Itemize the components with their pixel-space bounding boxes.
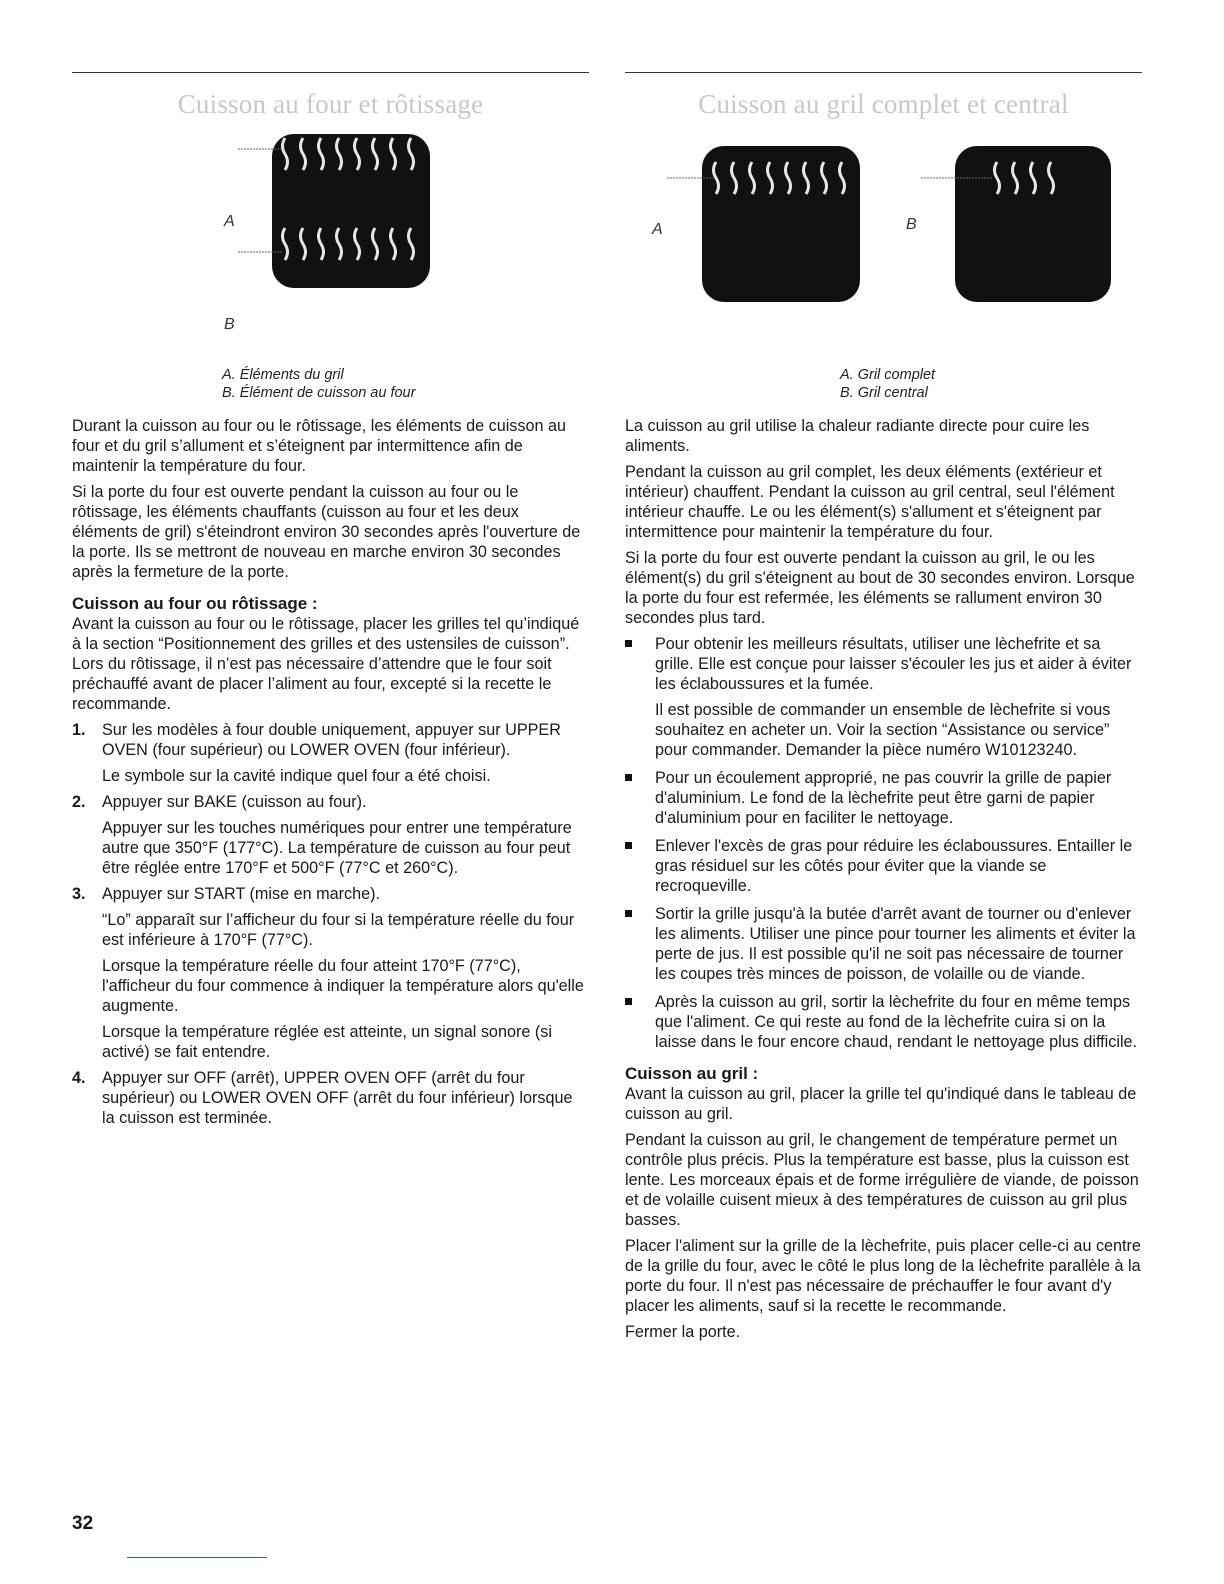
step-text: “Lo” apparaît sur l’afficheur du four si la température réelle du four est inférieure à 170°F (77°C). [102, 911, 575, 949]
caption-a: A. Éléments du gril [222, 367, 344, 383]
step-text: Lorsque la température réelle du four atteint 170°F (77°C), l'afficheur du four commence à indiquer la température alors qu'elle augmente. [102, 957, 584, 1015]
closing-paragraph: Placer l'aliment sur la grille de la lèchefrite, puis placer celle-ci au centre de la grille du four, avec le côté le plus long de la lèchefrite parallèle à la porte du four. Il n'est pas nécessaire de préchauffer le four avant d'y placer les aliments, sauf si la recette le recommande. [625, 1237, 1141, 1315]
tip-text: Pour un écoulement approprié, ne pas couvrir la grille de papier d'aluminium. Le fond de la lèchefrite peut être garni de papier d'aluminium pour en faciliter le nettoyage. [655, 769, 1112, 827]
right-column [625, 72, 1142, 1348]
step-text: Lorsque la température réglée est atteinte, un signal sonore (si activé) se fait entendre. [102, 1023, 552, 1061]
step-number: 4. [72, 1069, 86, 1087]
tip-text: Sortir la grille jusqu'à la butée d'arrêt avant de tourner ou d'enlever les aliments. Utiliser une pince pour tourner les aliments et éviter la perte de jus. Il est possible qu'il ne soit pas nécessaire de tourner les coupes très minces de poisson, de volaille ou de viande. [655, 905, 1136, 983]
label-b: B [224, 316, 235, 333]
tips-list [625, 634, 1142, 1052]
oven-cavity-full-broil [702, 146, 860, 302]
intro-paragraph: Durant la cuisson au four ou le rôtissage, les éléments de cuisson au four et du gril s’allument et s’éteignent par intermittence afin de maintenir la température du four. [72, 417, 566, 475]
list-item [625, 634, 1142, 760]
closing-paragraph: Avant la cuisson au gril, placer la grille tel qu'indiqué dans le tableau de cuisson au gril. [625, 1085, 1137, 1123]
broil-figure [625, 120, 1142, 310]
step-text: Sur les modèles à four double uniquement, appuyer sur UPPER OVEN (four supérieur) ou LOWER OVEN (four inférieur). [102, 721, 561, 759]
caption-a: A. Gril complet [840, 367, 936, 383]
bullet-square-icon [625, 842, 632, 849]
section-title: Cuisson au gril complet et central [698, 89, 1069, 119]
figure-caption [222, 366, 589, 402]
tip-text: Pour obtenir les meilleurs résultats, utiliser une lèchefrite et sa grille. Elle est conçue pour laisser s'écouler les jus et aider à éviter les éclaboussures et la fumée. [655, 635, 1132, 693]
intro-paragraph: Si la porte du four est ouverte pendant la cuisson au gril, le ou les élément(s) du gril s'éteignent au bout de 30 secondes environ. Lorsque la porte du four est refermée, les éléments se rallument environ 30 secondes plus tard. [625, 549, 1135, 627]
oven-elements-figure [72, 120, 589, 333]
intro-paragraph: Pendant la cuisson au gril complet, les deux éléments (extérieur et intérieur) chauffent. Pendant la cuisson au gril central, seul l'élément intérieur chauffe. Le ou les élément(s) s'allument et s'éteignent par intermittence pour maintenir la température du four. [625, 463, 1115, 541]
left-body [72, 416, 589, 1128]
left-column [72, 72, 589, 1134]
label-b: B [906, 216, 917, 233]
footer-line [127, 1557, 267, 1558]
subheading: Cuisson au four ou rôtissage : [72, 594, 318, 613]
step-number: 1. [72, 721, 86, 739]
page-number: 32 [72, 1513, 94, 1534]
subheading: Cuisson au gril : [625, 1064, 759, 1083]
intro-paragraph: Si la porte du four est ouverte pendant la cuisson au four ou le rôtissage, les éléments chauffants (cuisson au four et les deux éléments de gril) s'éteindront environ 30 secondes après l'ouverture de la porte. Ils se mettront de nouveau en marche environ 30 secondes après la fermeture de la porte. [72, 483, 581, 581]
section-rule [625, 72, 1142, 73]
step-item [72, 792, 589, 878]
section-title: Cuisson au four et rôtissage [177, 89, 484, 119]
oven-diagram [72, 120, 589, 310]
bullet-square-icon [625, 998, 632, 1005]
bullet-square-icon [625, 774, 632, 781]
section-rule [72, 72, 589, 73]
closing-paragraph: Fermer la porte. [625, 1323, 741, 1341]
list-item [625, 836, 1142, 896]
closing-paragraph: Pendant la cuisson au gril, le changement de température permet un contrôle plus précis. Plus la température est basse, plus la cuisson est lente. Les morceaux épais et de forme irrégulière de viande, de poisson et de volaille cuisent mieux à des températures de cuisson au gril plus basses. [625, 1131, 1139, 1229]
step-number: 3. [72, 885, 86, 903]
tip-text: Après la cuisson au gril, sortir la lèchefrite du four en même temps que l'aliment. Ce qui reste au fond de la lèchefrite cuira si on la laisse dans le four encore chaud, rendant le nettoyage plus difficile. [655, 993, 1138, 1051]
tip-text: Enlever l'excès de gras pour réduire les éclaboussures. Entailler le gras résiduel sur les côtés pour éviter que la viande se recroqueville. [655, 837, 1133, 895]
step-text: Appuyer sur les touches numériques pour entrer une température autre que 350°F (177°C). La température de cuisson au four peut être réglée entre 170°F et 500°F (77°C et 260°C). [102, 819, 572, 877]
caption-b: B. Élément de cuisson au four [222, 385, 416, 401]
oven-cavity-center-broil [955, 146, 1111, 302]
step-text: Le symbole sur la cavité indique quel four a été choisi. [102, 767, 491, 785]
step-number: 2. [72, 793, 86, 811]
list-item [625, 904, 1142, 984]
step-text: Appuyer sur OFF (arrêt), UPPER OVEN OFF (arrêt du four supérieur) ou LOWER OVEN OFF (arrêt du four inférieur) lorsque la cuisson est terminée. [102, 1069, 573, 1127]
step-item [72, 884, 589, 1062]
step-item [72, 720, 589, 786]
label-a: A [224, 213, 235, 230]
label-a: A [652, 221, 663, 238]
bullet-square-icon [625, 640, 632, 647]
list-item [625, 768, 1142, 828]
figure-caption [840, 366, 1142, 402]
intro-paragraph: La cuisson au gril utilise la chaleur radiante directe pour cuire les aliments. [625, 417, 1090, 455]
step-item [72, 1068, 589, 1128]
caption-b: B. Gril central [840, 385, 928, 401]
right-body [625, 416, 1142, 1342]
list-item [625, 992, 1142, 1052]
subsection-intro: Avant la cuisson au four ou le rôtissage, placer les grilles tel qu’indiqué à la section “Positionnement des grilles et des ustensiles de cuisson”. Lors du rôtissage, il n’est pas nécessaire d’attendre que le four soit préchauffé avant de placer l’aliment au four, excepté si la recette le recommande. [72, 615, 580, 713]
broil-diagram [625, 120, 1142, 310]
tip-text: Il est possible de commander un ensemble de lèchefrite si vous souhaitez en acheter un. Voir la section “Assistance ou service” pour commander. Demander la pièce numéro W10123240. [655, 701, 1111, 759]
oven-cavity [272, 134, 430, 288]
bullet-square-icon [625, 910, 632, 917]
steps-list [72, 720, 589, 1128]
step-text: Appuyer sur START (mise en marche). [102, 885, 380, 903]
step-text: Appuyer sur BAKE (cuisson au four). [102, 793, 367, 811]
